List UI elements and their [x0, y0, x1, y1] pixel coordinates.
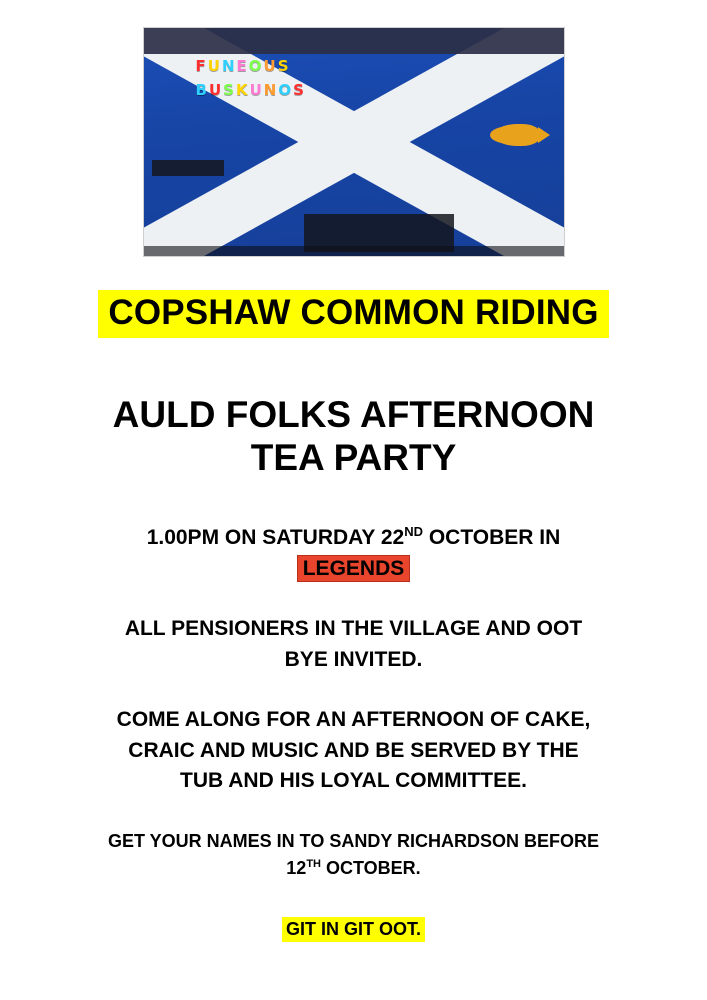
- photo-top-strip: [144, 28, 564, 54]
- goldfish-icon: [494, 124, 540, 146]
- body-line-3: TUB AND HIS LOYAL COMMITTEE.: [180, 768, 527, 792]
- body-paragraph: [64, 705, 644, 796]
- photo-shadow-left: [152, 160, 224, 176]
- event-datetime-line: [34, 523, 674, 553]
- rsvp-day: 12: [286, 857, 307, 878]
- poster-title: COPSHAW COMMON RIDING: [98, 290, 608, 338]
- event-time-date: 1.00PM ON SATURDAY 22: [146, 526, 405, 550]
- saltire-flag-photo: [144, 28, 564, 256]
- invitation-line-1: ALL PENSIONERS IN THE VILLAGE AND OOT: [124, 617, 583, 641]
- headline-line-1: AULD FOLKS AFTERNOON: [112, 394, 595, 436]
- rsvp-line-1: GET YOUR NAMES IN TO SANDY RICHARDSON BEFORE: [107, 831, 600, 852]
- event-in-word: OCTOBER IN: [423, 526, 561, 550]
- rsvp-month: OCTOBER.: [321, 857, 421, 878]
- photo-shadow-bottom: [144, 246, 564, 256]
- invitation-paragraph: [54, 614, 654, 675]
- rsvp-line-2: [44, 855, 664, 881]
- headline-line-2: TEA PARTY: [250, 436, 457, 478]
- event-when: [34, 523, 674, 584]
- body-line-2: CRAIC AND MUSIC AND BE SERVED BY THE: [128, 738, 579, 762]
- date-ordinal-suffix: ND: [404, 524, 424, 540]
- invitation-line-2: BYE INVITED.: [284, 647, 423, 671]
- venue-name: LEGENDS: [297, 555, 411, 582]
- event-venue-line: [34, 554, 674, 584]
- poster-headline: [34, 394, 674, 479]
- rsvp-paragraph: [44, 828, 664, 880]
- banner-letters: F U N E O U S B U S K U N O S: [195, 57, 304, 99]
- closing-slogan: GIT IN GIT OOT.: [282, 917, 425, 942]
- body-line-1: COME ALONG FOR AN AFTERNOON OF CAKE,: [116, 708, 591, 732]
- rsvp-ordinal-suffix: TH: [306, 857, 321, 870]
